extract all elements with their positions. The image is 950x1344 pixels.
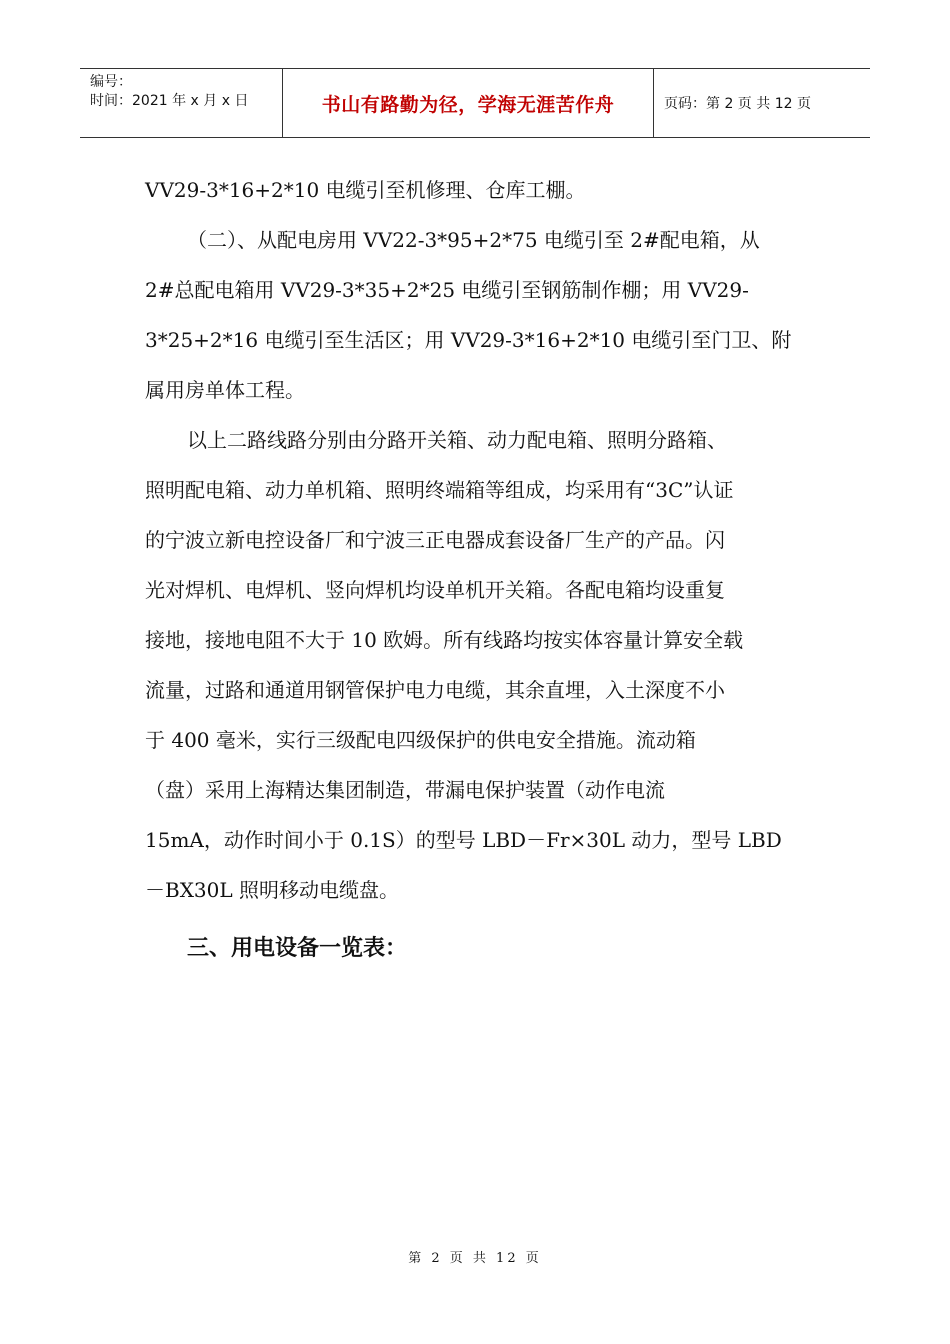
body-line: 于 400 毫米，实行三级配电四级保护的供电安全措施。流动箱 — [145, 728, 696, 752]
body-line: 接地，接地电阻不大于 10 欧姆。所有线路均按实体容量计算安全载 — [145, 628, 744, 652]
body-line: 2#总配电箱用 VV29-3*35+2*25 电缆引至钢筋制作棚；用 VV29- — [145, 278, 749, 302]
body-line: －BX30L 照明移动电缆盘。 — [145, 878, 400, 902]
body-line: 以上二路线路分别由分路开关箱、动力配电箱、照明分路箱、 — [187, 428, 727, 452]
header-page-info: 页码：第 2 页 共 12 页 — [664, 96, 811, 112]
time-label: 时间：2021 年 x 月 x 日 — [90, 93, 249, 109]
body-line: 3*25+2*16 电缆引至生活区；用 VV29-3*16+2*10 电缆引至门卫、附 — [145, 328, 792, 352]
body-line: （二）、从配电房用 VV22-3*95+2*75 电缆引至 2#配电箱，从 — [187, 228, 760, 252]
header-motto: 书山有路勤为径，学海无涯苦作舟 — [282, 69, 654, 137]
body-line: 15mA，动作时间小于 0.1S）的型号 LBD－Fr×30L 动力，型号 LBD — [145, 828, 782, 852]
body-line: 光对焊机、电焊机、竖向焊机均设单机开关箱。各配电箱均设重复 — [145, 578, 725, 602]
body-line: （盘）采用上海精达集团制造，带漏电保护装置（动作电流 — [145, 778, 665, 802]
header-meta — [80, 69, 282, 137]
body-line: 的宁波立新电控设备厂和宁波三正电器成套设备厂生产的产品。闪 — [145, 528, 725, 552]
body-line: 流量，过路和通道用钢管保护电力电缆，其余直埋，入土深度不小 — [145, 678, 725, 702]
page-footer: 第 2 页 共 12 页 — [408, 1251, 542, 1266]
page-header — [80, 68, 870, 138]
section-heading: 三、用电设备一览表： — [187, 935, 408, 961]
body-line: 照明配电箱、动力单机箱、照明终端箱等组成，均采用有“3C”认证 — [145, 478, 734, 502]
body-line: 属用房单体工程。 — [145, 378, 305, 402]
number-label: 编号： — [90, 74, 132, 90]
document-body — [145, 165, 810, 975]
body-line: VV29-3*16+2*10 电缆引至机修理、仓库工棚。 — [145, 178, 586, 202]
